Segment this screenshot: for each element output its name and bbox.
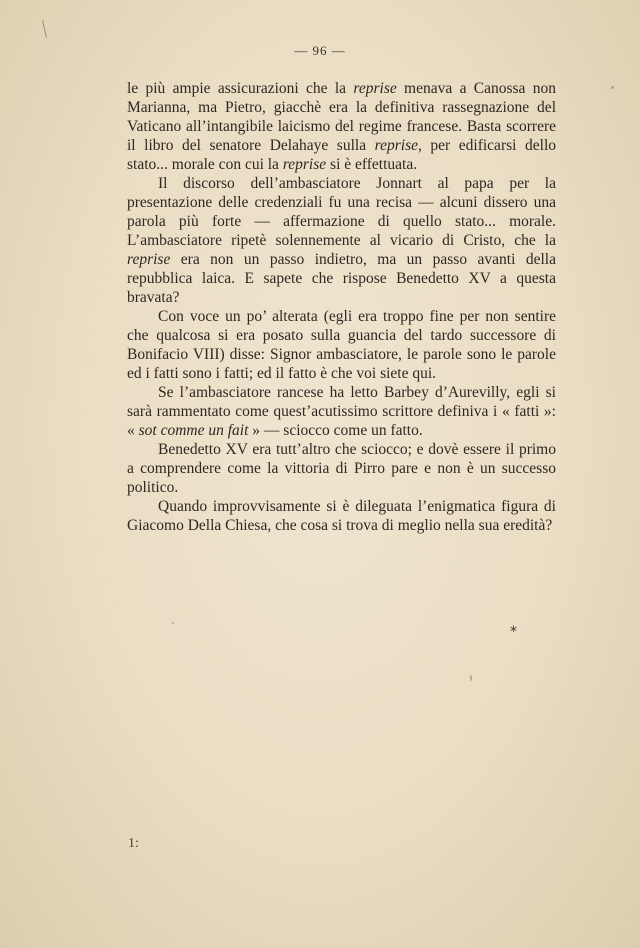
- signature-mark: 1:: [128, 836, 139, 851]
- text-run: per edificarsi dello stato... morale con cui la: [127, 137, 556, 173]
- paragraph: [127, 383, 556, 440]
- text-run: si è effettuata.: [326, 156, 418, 173]
- text-run: le più ampie assicurazioni che la: [127, 80, 354, 97]
- text-run: Quando improvvisamente si è dileguata l’enigmatica figura di Giacomo Della Chiesa, che cosa si trova di meglio nella sua eredità?: [127, 498, 556, 534]
- italic-term: reprise: [282, 156, 327, 173]
- paper-speck: [611, 86, 614, 89]
- paper-speck: [470, 675, 472, 681]
- text-run: Benedetto XV era tutt’altro che sciocco; e dovè essere il primo a comprendere come la vittoria di Pirro pare e non è un successo politico.: [127, 441, 556, 496]
- text-run: Con voce un po’ alterata (egli era troppo fine per non sentire che qualcosa si era posato sulla guancia del tardo successore di Bonifacio VIII) disse: Signor ambasciatore, le parole sono le parole ed i fatti sono i fatti; ed il fatto è che voi siete qui.: [127, 308, 556, 382]
- paragraph: [127, 497, 556, 535]
- paragraph: [127, 79, 556, 174]
- italic-term: reprise: [353, 80, 397, 97]
- section-ornament: *: [510, 624, 517, 640]
- italic-term: reprise: [127, 251, 171, 268]
- page-number: — 96 —: [294, 43, 346, 58]
- paper-speck: [172, 622, 174, 624]
- text-run: Se l’ambasciatore rancese ha letto Barbey d’Aurevilly, egli si sarà rammentato come quest’acutissimo scrittore definiva i « fatti »: «: [127, 384, 556, 439]
- text-run: era non un passo indietro, ma un passo avanti della repubblica laica. E sapete che rispose Benedetto XV a questa bravata?: [127, 251, 556, 306]
- italic-term: reprise,: [374, 137, 422, 154]
- paragraph: [127, 440, 556, 497]
- margin-mark: [42, 20, 47, 38]
- text-run: » — sciocco come un fatto.: [248, 422, 423, 439]
- body-text: [127, 79, 556, 535]
- paragraph: [127, 174, 556, 307]
- italic-term: sot comme un fait: [138, 422, 249, 439]
- text-run: Il discorso dell’ambasciatore Jonnart al papa per la presentazione delle credenziali fu una recisa — alcuni dissero una parola più forte — affermazione di quello stato... morale. L’ambasciatore ripetè solennemente al vicario di Cristo, che la: [127, 175, 556, 249]
- paragraph: [127, 307, 556, 383]
- text-run: menava a Canossa non Marianna, ma Pietro, giacchè era la definitiva rassegnazione del Vaticano all’intangibile laicismo del regime francese. Basta scorrere il libro del senatore Delahaye sulla: [127, 80, 556, 154]
